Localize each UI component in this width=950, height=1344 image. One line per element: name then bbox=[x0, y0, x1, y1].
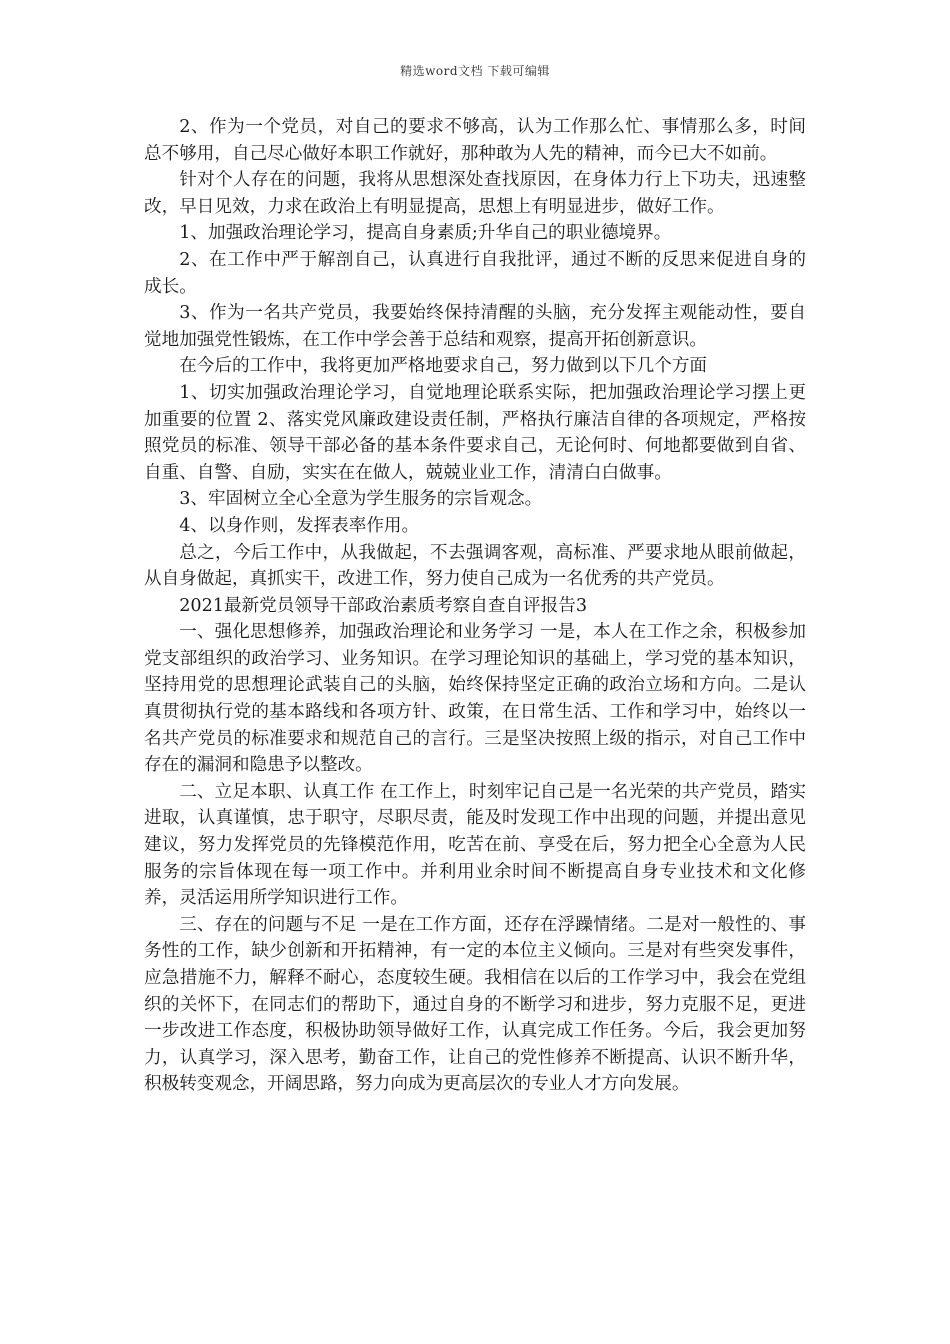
paragraph: 1、加强政治理论学习，提高自身素质;升华自己的职业德境界。 bbox=[179, 223, 672, 244]
paragraph: 二、立足本职、认真工作 在工作上，时刻牢记自己是一名光荣的共产党员，踏实进取，认真谨慎，忠于职守，尽职尽责，能及时发现工作中出现的问题，并提出意见建议，努力发挥党员的先锋模范作用，吃苦在前、享受在后，努力把全心全意为人民服务的宗旨体现在每一项工作中。并利用业余时间不断提高自身专业技术和文化修养，灵活运用所学知识进行工作。 bbox=[144, 781, 806, 909]
paragraph: 4、以身作则，发挥表率作用。 bbox=[179, 515, 420, 536]
paragraph: 3、牢固树立全心全意为学生服务的宗旨观念。 bbox=[179, 489, 543, 510]
document-body bbox=[144, 114, 806, 1098]
paragraph: 针对个人存在的问题，我将从思想深处查找原因，在身体力行上下功夫，迅速整改，早日见效，力求在政治上有明显提高，思想上有明显进步，做好工作。 bbox=[144, 170, 806, 217]
paragraph: 1、切实加强政治理论学习，自觉地理论联系实际，把加强政治理论学习摆上更加重要的位置 2、落实党风廉政建设责任制，严格执行廉洁自律的各项规定，严格按照党员的标准、领导干部必备的基本条件要求自己，无论何时、何地都要做到自省、自重、自警、自励，实实在在做人，兢兢业业工作，清清白白做事。 bbox=[144, 382, 806, 483]
section-heading: 2021最新党员领导干部政治素质考察自查自评报告3 bbox=[179, 595, 588, 616]
paragraph: 三、存在的问题与不足 一是在工作方面，还存在浮躁情绪。二是对一般性的、事务性的工作，缺少创新和开拓精神，有一定的本位主义倾向。三是对有些突发事件，应急措施不力，解释不耐心，态度较生硬。我相信在以后的工作学习中，我会在党组织的关怀下，在同志们的帮助下，通过自身的不断学习和进步，努力克服不足，更进一步改进工作态度，积极协助领导做好工作，认真完成工作任务。今后，我会更加努力，认真学习，深入思考，勤奋工作，让自己的党性修养不断提高、认识不断升华，积极转变观念，开阔思路，努力向成为更高层次的专业人才方向发展。 bbox=[144, 914, 806, 1095]
paragraph: 2、在工作中严于解剖自己，认真进行自我批评，通过不断的反思来促进自身的成长。 bbox=[144, 249, 806, 297]
page-header: 精选word文档 下载可编辑 bbox=[400, 64, 550, 78]
paragraph: 3、作为一名共产党员，我要始终保持清醒的头脑，充分发挥主观能动性，要自觉地加强党性锻炼，在工作中学会善于总结和观察，提高开拓创新意识。 bbox=[144, 303, 806, 350]
paragraph: 总之，今后工作中，从我做起，不去强调客观，高标准、严要求地从眼前做起，从自身做起，真抓实干，改进工作，努力使自己成为一名优秀的共产党员。 bbox=[144, 542, 806, 590]
paragraph: 2、作为一个党员，对自己的要求不够高，认为工作那么忙、事情那么多，时间总不够用，自己尽心做好本职工作就好，那种敢为人先的精神，而今已大不如前。 bbox=[144, 117, 806, 164]
paragraph: 一、强化思想修养，加强政治理论和业务学习 一是，本人在工作之余，积极参加党支部组织的政治学习、业务知识。在学习理论知识的基础上，学习党的基本知识，坚持用党的思想理论武装自己的头脑，始终保持坚定正确的政治立场和方向。二是认真贯彻执行党的基本路线和各项方针、政策，在日常生活、工作和学习中，始终以一名共产党员的标准要求和规范自己的言行。三是坚决按照上级的指示，对自己工作中存在的漏洞和隐患予以整改。 bbox=[144, 622, 806, 776]
paragraph: 在今后的工作中，我将更加严格地要求自己，努力做到以下几个方面 bbox=[179, 356, 708, 377]
